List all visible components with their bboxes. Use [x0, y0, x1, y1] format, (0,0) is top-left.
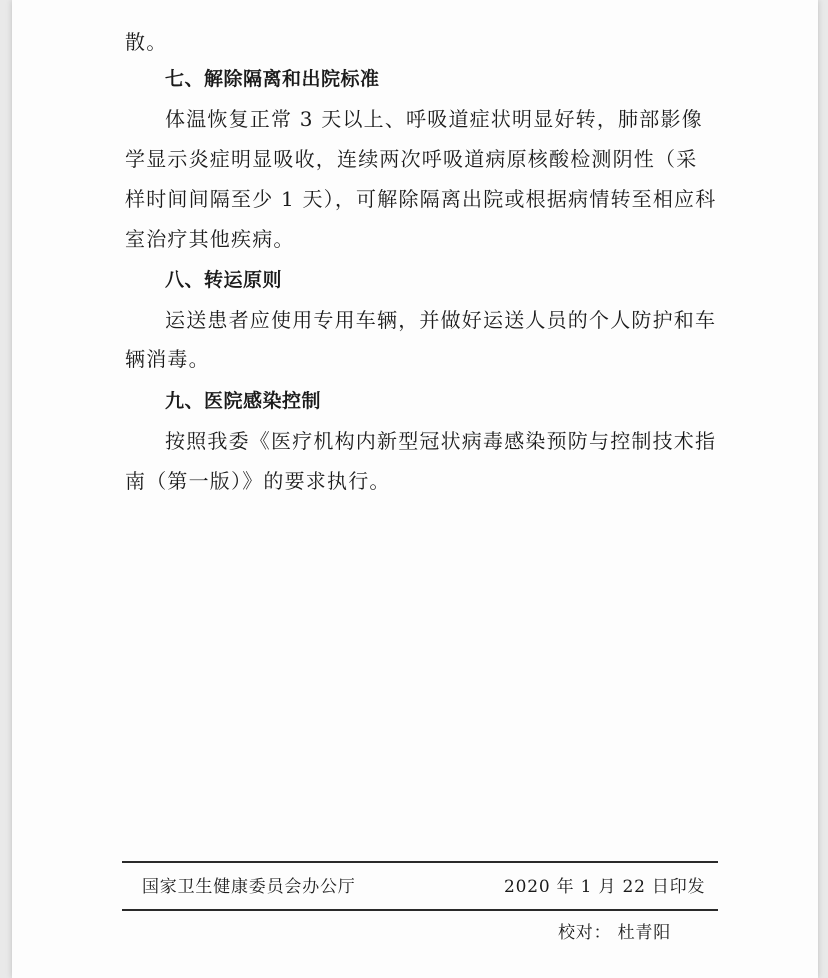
- section-9-heading: 九、医院感染控制: [165, 390, 322, 412]
- section-7-line-2: 学显示炎症明显吸收，连续两次呼吸道病原核酸检测阴性（采: [125, 147, 698, 171]
- section-9-line-2: 南（第一版）》的要求执行。: [125, 469, 391, 493]
- footer-top-rule: [122, 861, 718, 863]
- intro-tail-text: 散。: [125, 30, 168, 54]
- section-7-line-1: 体温恢复正常 3 天以上、呼吸道症状明显好转，肺部影像: [165, 107, 703, 131]
- section-7-line-4: 室治疗其他疾病。: [125, 227, 295, 251]
- section-8-line-2: 辆消毒。: [125, 347, 210, 371]
- issuer-name: 国家卫生健康委员会办公厅: [142, 877, 356, 897]
- proofreader-note: 校对： 杜青阳: [558, 923, 672, 943]
- section-8-heading: 八、转运原则: [165, 269, 283, 291]
- section-7-line-3: 样时间间隔至少 1 天），可解除隔离出院或根据病情转至相应科: [125, 187, 717, 211]
- footer-bottom-rule: [122, 909, 718, 911]
- document-page: [12, 0, 818, 978]
- section-9-line-1: 按照我委《医疗机构内新型冠状病毒感染预防与控制技术指: [165, 429, 717, 453]
- section-7-heading: 七、解除隔离和出院标准: [165, 68, 380, 90]
- section-8-line-1: 运送患者应使用专用车辆，并做好运送人员的个人防护和车: [165, 308, 717, 332]
- issue-date: 2020 年 1 月 22 日印发: [504, 877, 706, 897]
